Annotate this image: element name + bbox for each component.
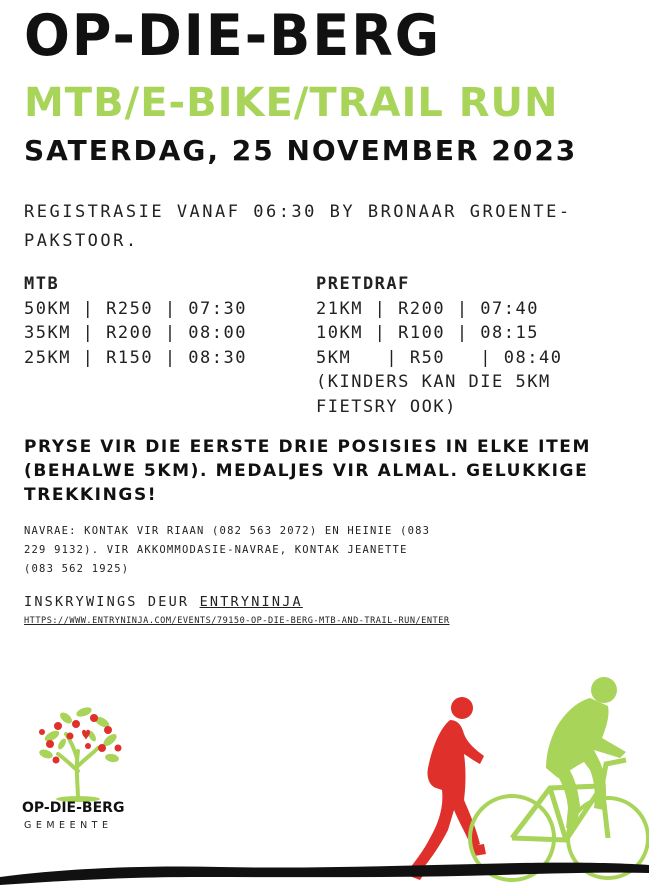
registration-info: REGISTRASIE VANAF 06:30 BY BRONAAR GROENTE-PAKSTOOR. bbox=[24, 202, 572, 251]
mtb-heading: MTB bbox=[24, 274, 60, 294]
pretdraf-item: 21KM | R200 | 07:40 bbox=[316, 298, 539, 319]
entry-url-link[interactable]: HTTPS://WWW.ENTRYNINJA.COM/EVENTS/79150-OP-DIE-BERG-MTB-AND-TRAIL-RUN/ENTER bbox=[24, 616, 450, 626]
pretdraf-heading: PRETDRAF bbox=[316, 274, 410, 294]
entries-prefix: INSKRYWINGS DEUR bbox=[24, 594, 190, 610]
pretdraf-section bbox=[316, 272, 606, 419]
enquiries-info: NAVRAE: KONTAK VIR RIAAN (082 563 2072) EN HEINIE (083 229 9132). VIR AKKOMMODASIE-NAVRAE, KONTAK JEANETTE (083 562 1925) bbox=[24, 525, 431, 575]
prizes-info: PRYSE VIR DIE EERSTE DRIE POSISIES IN ELKE ITEM (BEHALWE 5KM). MEDALJES VIR ALMAL. GELUKKIGE TREKKINGS! bbox=[24, 437, 592, 505]
mtb-item: 35KM | R200 | 08:00 bbox=[24, 323, 247, 343]
pretdraf-item: 10KM | R100 | 08:15 bbox=[316, 323, 539, 343]
pretdraf-item: 5KM | R50 | 08:40 bbox=[316, 347, 563, 368]
mtb-item: 25KM | R150 | 08:30 bbox=[24, 347, 247, 368]
entries-line bbox=[24, 594, 303, 610]
logo-subtitle: GEMEENTE bbox=[24, 820, 113, 831]
mtb-section bbox=[24, 272, 247, 370]
entryninja-link[interactable]: ENTRYNINJA bbox=[199, 594, 303, 610]
event-subtitle: MTB/E-BIKE/TRAIL RUN bbox=[24, 80, 559, 126]
logo-name: OP-DIE-BERG bbox=[22, 800, 125, 816]
event-title: OP-DIE-BERG bbox=[24, 2, 442, 69]
pretdraf-note: (KINDERS KAN DIE 5KM FIETSRY OOK) bbox=[316, 372, 551, 417]
ground-brush-stroke bbox=[0, 855, 649, 891]
event-date: SATERDAG, 25 NOVEMBER 2023 bbox=[24, 134, 578, 167]
mtb-item: 50KM | R250 | 07:30 bbox=[24, 298, 247, 319]
